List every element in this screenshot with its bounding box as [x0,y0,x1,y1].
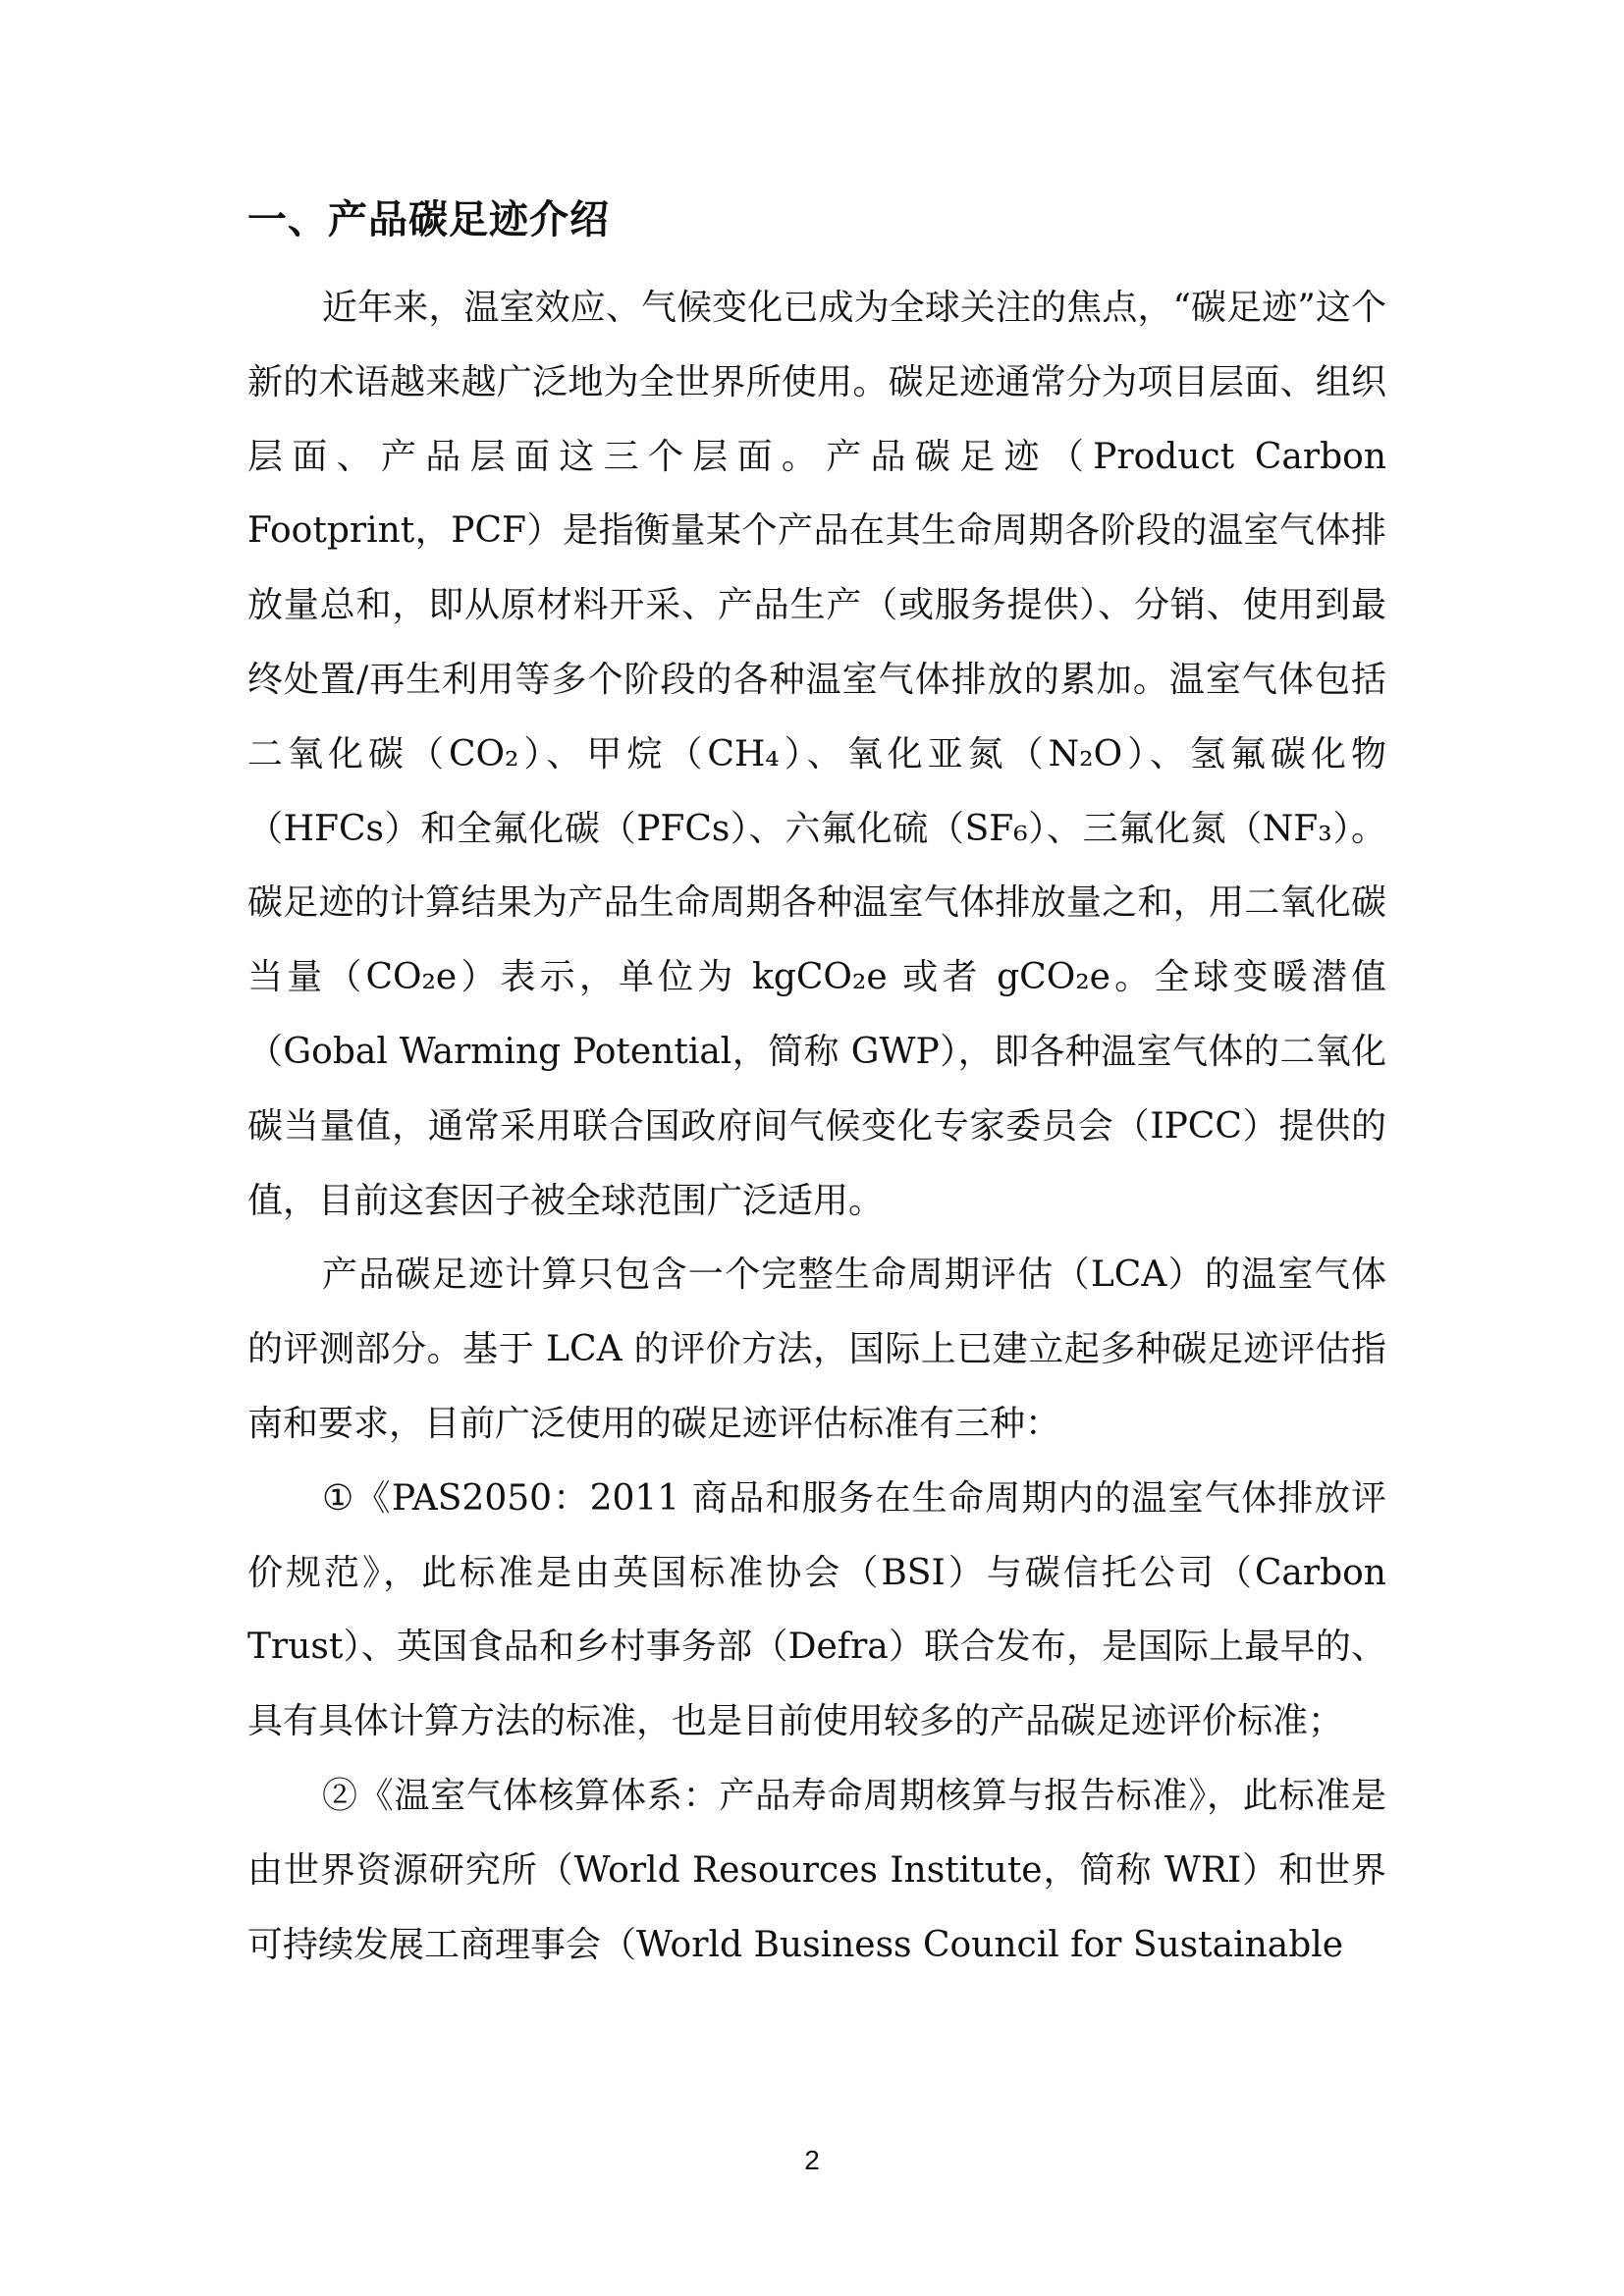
paragraph-lca: 产品碳足迹计算只包含一个完整生命周期评估（LCA）的温室气体的评测部分。基于 LCA 的评价方法，国际上已建立起多种碳足迹评估指南和要求，目前广泛使用的碳足迹评估标准有三种： [247,1255,1386,1444]
body-text [247,271,1386,1982]
section-heading: 一、产品碳足迹介绍 [247,197,610,242]
paragraph-standard-pas2050: ①《PAS2050：2011 商品和服务在生命周期内的温室气体排放评价规范》，此标准是由英国标准协会（BSI）与碳信托公司（Carbon Trust）、英国食品和乡村事务部（Defra）联合发布，是国际上最早的、具有具体计算方法的标准，也是目前使用较多的产品碳足迹评价标准； [247,1477,1386,1742]
page-number: 2 [804,2145,820,2175]
paragraph-intro: 近年来，温室效应、气候变化已成为全球关注的焦点，“碳足迹”这个新的术语越来越广泛地为全世界所使用。碳足迹通常分为项目层面、组织层面、产品层面这三个层面。产品碳足迹（Product Carbon Footprint，PCF）是指衡量某个产品在其生命周期各阶段的温室气体排放量总和，即从原材料开采、产品生产（或服务提供）、分销、使用到最终处置/再生利用等多个阶段的各种温室气体排放的累加。温室气体包括二氧化碳（CO₂）、甲烷（CH₄）、氧化亚氮（N₂O）、氢氟碳化物（HFCs）和全氟化碳（PFCs）、六氟化硫（SF₆）、三氟化氮（NF₃）。碳足迹的计算结果为产品生命周期各种温室气体排放量之和，用二氧化碳当量（CO₂e）表示，单位为 kgCO₂e 或者 gCO₂e。全球变暖潜值（Gobal Warming Potential，简称 GWP），即各种温室气体的二氧化碳当量值，通常采用联合国政府间气候变化专家委员会（IPCC）提供的值，目前这套因子被全球范围广泛适用。 [247,288,1386,1221]
paragraph-standard-ghg-protocol: ②《温室气体核算体系：产品寿命周期核算与报告标准》，此标准是由世界资源研究所（World Resources Institute，简称 WRI）和世界可持续发展工商理事会（World Business Council for Sustainable [247,1775,1386,1965]
